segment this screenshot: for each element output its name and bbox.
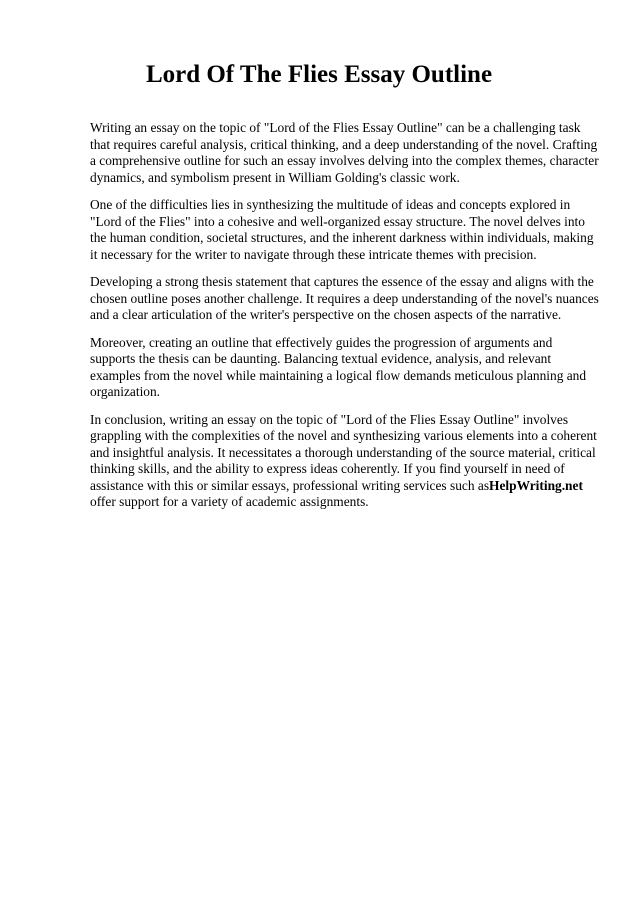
- conclusion-tail: offer support for a variety of academic assignments.: [90, 494, 369, 509]
- helpwriting-link[interactable]: HelpWriting.net: [489, 477, 583, 493]
- paragraph-difficulties: One of the difficulties lies in synthesizing the multitude of ideas and concepts explored in "Lord of the Flies" into a cohesive and well-organized essay structure. The novel delves into the human condition, societal structures, and the inherent darkness within individuals, making it necessary for the writer to navigate through these intricate themes with precision.: [90, 197, 594, 262]
- document-title: Lord Of The Flies Essay Outline: [145, 61, 493, 88]
- paragraph-outline: Moreover, creating an outline that effectively guides the progression of arguments and supports the thesis can be daunting. Balancing textual evidence, analysis, and relevant examples from the novel while maintaining a logical flow demands meticulous planning and organization.: [90, 334, 587, 399]
- paragraph-thesis: Developing a strong thesis statement that captures the essence of the essay and aligns with the chosen outline poses another challenge. It requires a deep understanding of the novel's nuances and a clear articulation of the writer's perspective on the chosen aspects of the narrative.: [90, 274, 599, 322]
- paragraph-conclusion: [90, 412, 600, 511]
- paragraph-intro: Writing an essay on the topic of "Lord of the Flies Essay Outline" can be a challenging task that requires careful analysis, critical thinking, and a deep understanding of the novel. Crafting a comprehensive outline for such an essay involves delving into the complex themes, character dynamics, and symbolism present in William Golding's classic work.: [90, 120, 599, 185]
- document-body: [90, 120, 600, 522]
- conclusion-text: In conclusion, writing an essay on the topic of "Lord of the Flies Essay Outline" involves grappling with the complexities of the novel and synthesizing various elements into a coherent and insightful analysis. It necessitates a thorough understanding of the source material, critical thinking skills, and the ability to express ideas coherently. If you find yourself in need of assistance with this or similar essays, professional writing services such as: [90, 411, 597, 493]
